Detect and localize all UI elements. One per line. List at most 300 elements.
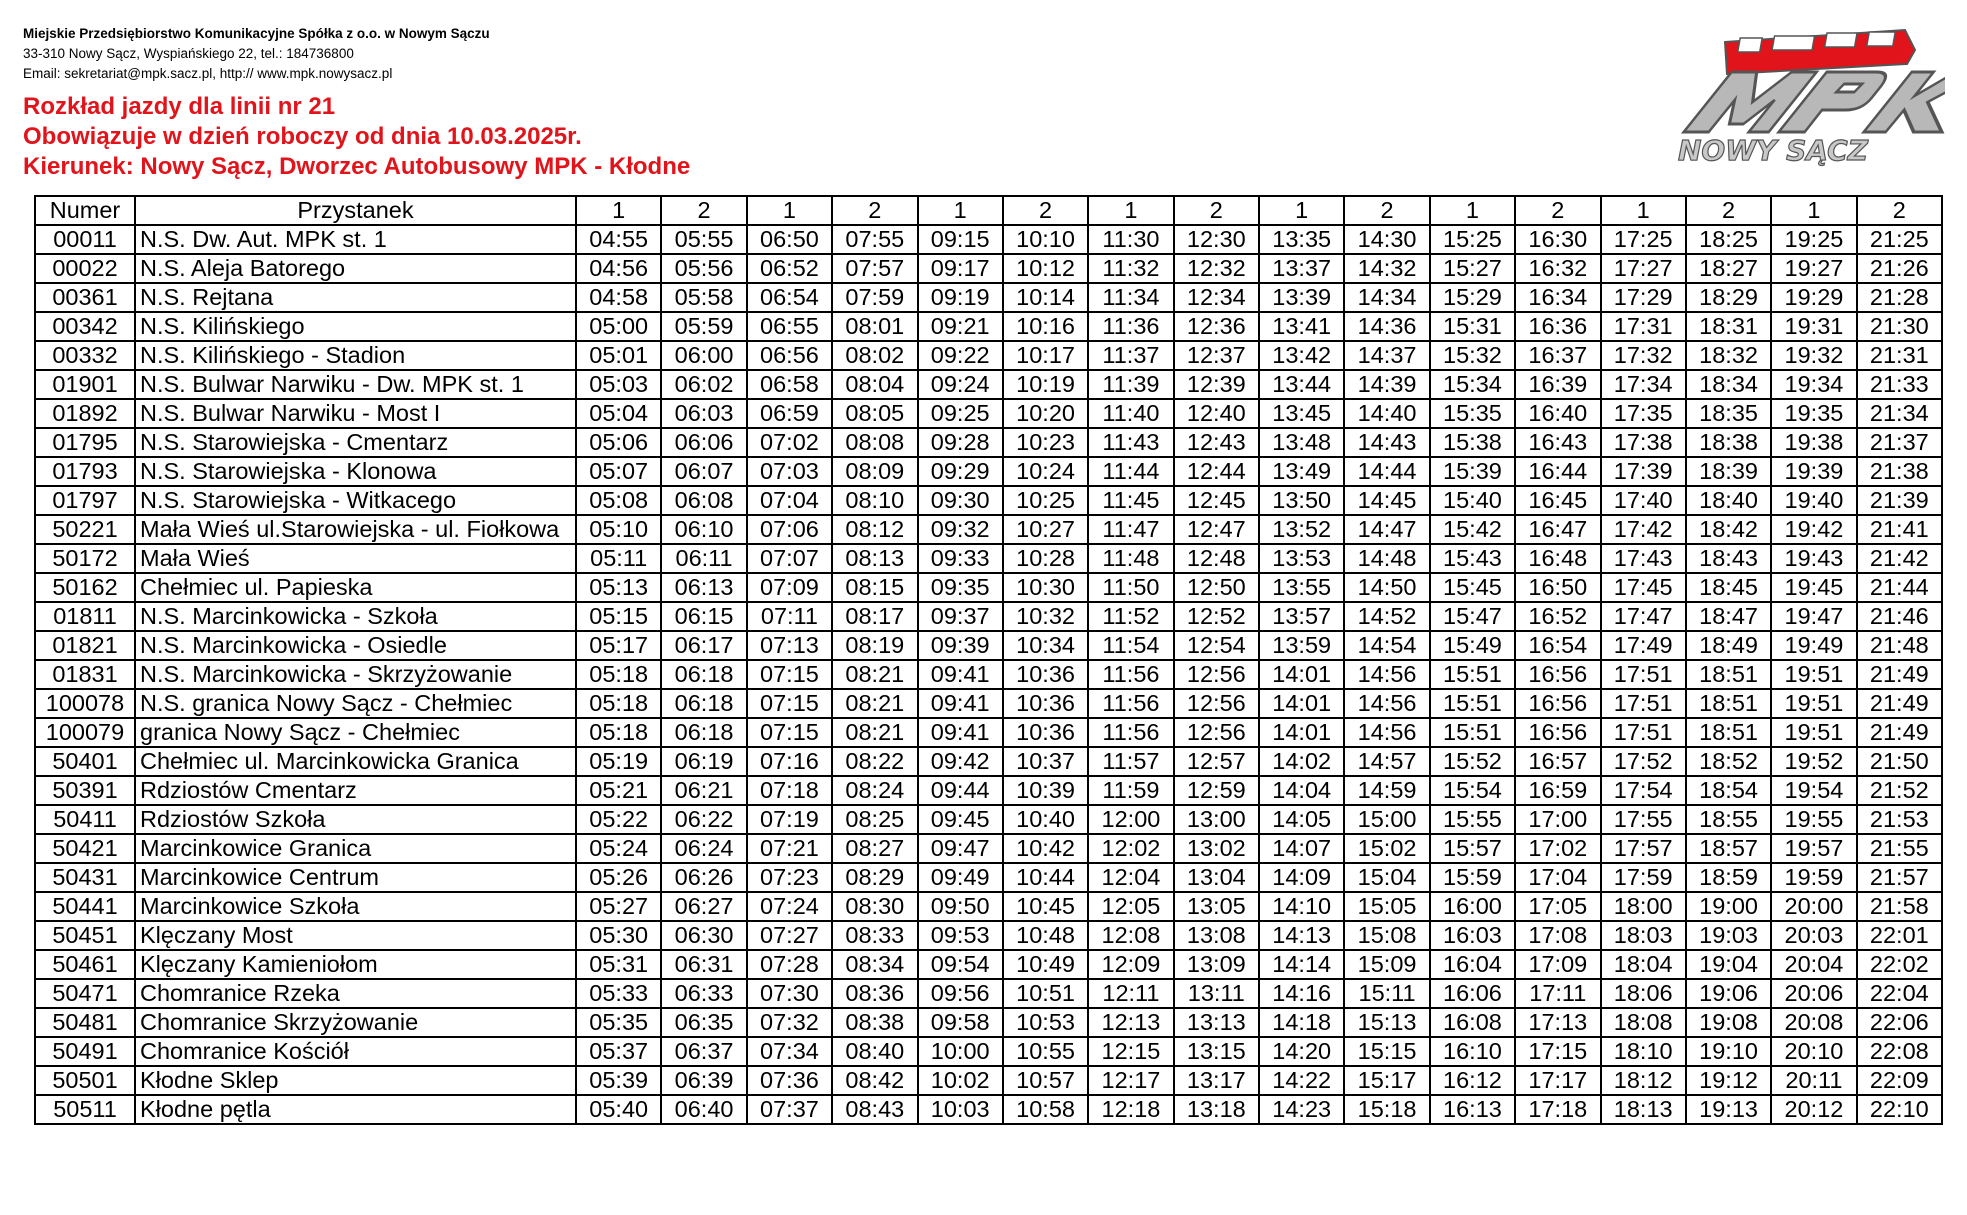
departure-time: 18:42 xyxy=(1686,515,1771,544)
departure-time: 10:51 xyxy=(1003,979,1088,1008)
departure-time: 13:39 xyxy=(1259,283,1344,312)
departure-time: 09:25 xyxy=(918,399,1003,428)
departure-time: 16:44 xyxy=(1515,457,1600,486)
departure-time: 16:59 xyxy=(1515,776,1600,805)
departure-time: 18:31 xyxy=(1686,312,1771,341)
departure-time: 06:10 xyxy=(661,515,746,544)
stop-number: 50461 xyxy=(35,950,135,979)
departure-time: 08:30 xyxy=(832,892,917,921)
departure-time: 21:49 xyxy=(1857,718,1942,747)
stop-number: 01831 xyxy=(35,660,135,689)
departure-time: 08:25 xyxy=(832,805,917,834)
table-row xyxy=(35,283,1942,312)
departure-time: 14:09 xyxy=(1259,863,1344,892)
departure-time: 18:39 xyxy=(1686,457,1771,486)
departure-time: 12:34 xyxy=(1174,283,1259,312)
departure-time: 16:13 xyxy=(1430,1095,1515,1124)
departure-time: 06:22 xyxy=(661,805,746,834)
departure-time: 16:43 xyxy=(1515,428,1600,457)
stop-name: N.S. Starowiejska - Cmentarz xyxy=(135,428,576,457)
departure-time: 08:24 xyxy=(832,776,917,805)
departure-time: 10:44 xyxy=(1003,863,1088,892)
departure-time: 06:13 xyxy=(661,573,746,602)
departure-time: 13:09 xyxy=(1174,950,1259,979)
departure-time: 06:18 xyxy=(661,689,746,718)
departure-time: 11:45 xyxy=(1088,486,1173,515)
departure-time: 19:04 xyxy=(1686,950,1771,979)
stop-name: Mała Wieś ul.Starowiejska - ul. Fiołkowa xyxy=(135,515,576,544)
departure-time: 06:17 xyxy=(661,631,746,660)
departure-time: 18:34 xyxy=(1686,370,1771,399)
stop-number: 00332 xyxy=(35,341,135,370)
departure-time: 13:42 xyxy=(1259,341,1344,370)
departure-time: 06:07 xyxy=(661,457,746,486)
departure-time: 07:37 xyxy=(747,1095,832,1124)
departure-time: 15:51 xyxy=(1430,718,1515,747)
departure-time: 07:13 xyxy=(747,631,832,660)
departure-time: 10:10 xyxy=(1003,225,1088,254)
departure-time: 12:48 xyxy=(1174,544,1259,573)
departure-time: 21:58 xyxy=(1857,892,1942,921)
departure-time: 22:08 xyxy=(1857,1037,1942,1066)
departure-time: 11:56 xyxy=(1088,660,1173,689)
departure-time: 09:54 xyxy=(918,950,1003,979)
departure-time: 11:37 xyxy=(1088,341,1173,370)
departure-time: 11:59 xyxy=(1088,776,1173,805)
departure-time: 17:11 xyxy=(1515,979,1600,1008)
departure-time: 17:04 xyxy=(1515,863,1600,892)
departure-time: 10:36 xyxy=(1003,689,1088,718)
departure-time: 10:28 xyxy=(1003,544,1088,573)
table-row xyxy=(35,631,1942,660)
departure-time: 17:09 xyxy=(1515,950,1600,979)
departure-time: 12:43 xyxy=(1174,428,1259,457)
stop-number: 50441 xyxy=(35,892,135,921)
departure-time: 14:30 xyxy=(1344,225,1429,254)
departure-time: 12:37 xyxy=(1174,341,1259,370)
departure-time: 18:43 xyxy=(1686,544,1771,573)
stop-name: Chełmiec ul. Marcinkowicka Granica xyxy=(135,747,576,776)
departure-time: 12:04 xyxy=(1088,863,1173,892)
departure-time: 16:52 xyxy=(1515,602,1600,631)
departure-time: 15:17 xyxy=(1344,1066,1429,1095)
departure-time: 19:43 xyxy=(1771,544,1856,573)
departure-time: 10:19 xyxy=(1003,370,1088,399)
departure-time: 19:59 xyxy=(1771,863,1856,892)
timetable-header-row xyxy=(35,196,1942,225)
departure-time: 21:57 xyxy=(1857,863,1942,892)
departure-time: 19:54 xyxy=(1771,776,1856,805)
departure-time: 17:32 xyxy=(1601,341,1686,370)
departure-time: 17:55 xyxy=(1601,805,1686,834)
stop-number: 01811 xyxy=(35,602,135,631)
table-row xyxy=(35,544,1942,573)
departure-time: 17:34 xyxy=(1601,370,1686,399)
departure-time: 07:16 xyxy=(747,747,832,776)
departure-time: 12:17 xyxy=(1088,1066,1173,1095)
departure-time: 18:13 xyxy=(1601,1095,1686,1124)
stop-name: Kłodne pętla xyxy=(135,1095,576,1124)
departure-time: 06:31 xyxy=(661,950,746,979)
departure-time: 06:50 xyxy=(747,225,832,254)
departure-time: 16:04 xyxy=(1430,950,1515,979)
departure-time: 14:02 xyxy=(1259,747,1344,776)
departure-time: 19:08 xyxy=(1686,1008,1771,1037)
departure-time: 05:27 xyxy=(576,892,661,921)
departure-time: 17:45 xyxy=(1601,573,1686,602)
stop-number: 00022 xyxy=(35,254,135,283)
departure-time: 11:44 xyxy=(1088,457,1173,486)
departure-time: 08:38 xyxy=(832,1008,917,1037)
departure-time: 09:56 xyxy=(918,979,1003,1008)
departure-time: 18:32 xyxy=(1686,341,1771,370)
departure-time: 05:58 xyxy=(661,283,746,312)
departure-time: 18:04 xyxy=(1601,950,1686,979)
stop-name: Marcinkowice Granica xyxy=(135,834,576,863)
departure-time: 14:52 xyxy=(1344,602,1429,631)
departure-time: 16:56 xyxy=(1515,660,1600,689)
departure-time: 15:31 xyxy=(1430,312,1515,341)
departure-time: 08:43 xyxy=(832,1095,917,1124)
departure-time: 15:55 xyxy=(1430,805,1515,834)
table-row xyxy=(35,225,1942,254)
departure-time: 10:27 xyxy=(1003,515,1088,544)
departure-time: 09:29 xyxy=(918,457,1003,486)
departure-time: 19:12 xyxy=(1686,1066,1771,1095)
departure-time: 06:52 xyxy=(747,254,832,283)
departure-time: 06:11 xyxy=(661,544,746,573)
departure-time: 11:57 xyxy=(1088,747,1173,776)
departure-time: 19:40 xyxy=(1771,486,1856,515)
table-row xyxy=(35,515,1942,544)
departure-time: 05:19 xyxy=(576,747,661,776)
departure-time: 11:40 xyxy=(1088,399,1173,428)
departure-time: 06:18 xyxy=(661,718,746,747)
departure-time: 10:17 xyxy=(1003,341,1088,370)
stop-name: N.S. Starowiejska - Witkacego xyxy=(135,486,576,515)
departure-time: 14:16 xyxy=(1259,979,1344,1008)
departure-time: 10:16 xyxy=(1003,312,1088,341)
departure-time: 11:30 xyxy=(1088,225,1173,254)
stop-name: Chomranice Skrzyżowanie xyxy=(135,1008,576,1037)
departure-time: 07:30 xyxy=(747,979,832,1008)
departure-time: 10:25 xyxy=(1003,486,1088,515)
departure-time: 12:05 xyxy=(1088,892,1173,921)
departure-time: 15:32 xyxy=(1430,341,1515,370)
departure-time: 19:32 xyxy=(1771,341,1856,370)
stop-name: N.S. Marcinkowicka - Szkoła xyxy=(135,602,576,631)
departure-time: 16:03 xyxy=(1430,921,1515,950)
departure-time: 07:27 xyxy=(747,921,832,950)
departure-time: 12:18 xyxy=(1088,1095,1173,1124)
departure-time: 16:39 xyxy=(1515,370,1600,399)
departure-time: 19:45 xyxy=(1771,573,1856,602)
departure-time: 09:41 xyxy=(918,718,1003,747)
departure-time: 15:51 xyxy=(1430,689,1515,718)
company-address: 33-310 Nowy Sącz, Wyspiańskiego 22, tel.: 184736800 xyxy=(23,46,354,61)
departure-time: 21:48 xyxy=(1857,631,1942,660)
stop-name: N.S. granica Nowy Sącz - Chełmiec xyxy=(135,689,576,718)
departure-time: 21:38 xyxy=(1857,457,1942,486)
departure-time: 06:18 xyxy=(661,660,746,689)
departure-time: 15:34 xyxy=(1430,370,1515,399)
departure-time: 20:10 xyxy=(1771,1037,1856,1066)
departure-time: 06:30 xyxy=(661,921,746,950)
departure-time: 15:49 xyxy=(1430,631,1515,660)
departure-time: 18:54 xyxy=(1686,776,1771,805)
table-row xyxy=(35,689,1942,718)
departure-time: 14:54 xyxy=(1344,631,1429,660)
departure-time: 21:50 xyxy=(1857,747,1942,776)
departure-time: 10:39 xyxy=(1003,776,1088,805)
departure-time: 19:31 xyxy=(1771,312,1856,341)
timetable-title xyxy=(23,92,690,182)
departure-time: 17:52 xyxy=(1601,747,1686,776)
departure-time: 05:18 xyxy=(576,718,661,747)
departure-time: 05:13 xyxy=(576,573,661,602)
departure-time: 05:39 xyxy=(576,1066,661,1095)
departure-time: 18:52 xyxy=(1686,747,1771,776)
departure-time: 08:27 xyxy=(832,834,917,863)
departure-time: 14:07 xyxy=(1259,834,1344,863)
bus-icon xyxy=(1725,30,1915,74)
departure-time: 06:59 xyxy=(747,399,832,428)
departure-time: 04:55 xyxy=(576,225,661,254)
stop-number: 50162 xyxy=(35,573,135,602)
departure-time: 12:13 xyxy=(1088,1008,1173,1037)
departure-time: 09:39 xyxy=(918,631,1003,660)
departure-time: 10:37 xyxy=(1003,747,1088,776)
stop-name: Rdziostów Cmentarz xyxy=(135,776,576,805)
stop-number: 50511 xyxy=(35,1095,135,1124)
departure-time: 09:41 xyxy=(918,660,1003,689)
stop-number: 50481 xyxy=(35,1008,135,1037)
departure-time: 12:08 xyxy=(1088,921,1173,950)
departure-time: 05:08 xyxy=(576,486,661,515)
departure-time: 18:57 xyxy=(1686,834,1771,863)
departure-time: 09:53 xyxy=(918,921,1003,950)
departure-time: 13:11 xyxy=(1174,979,1259,1008)
departure-time: 18:00 xyxy=(1601,892,1686,921)
departure-time: 07:03 xyxy=(747,457,832,486)
departure-time: 12:54 xyxy=(1174,631,1259,660)
departure-time: 08:08 xyxy=(832,428,917,457)
stop-name: N.S. Kilińskiego xyxy=(135,312,576,341)
departure-time: 06:00 xyxy=(661,341,746,370)
departure-time: 15:09 xyxy=(1344,950,1429,979)
mpk-logo xyxy=(1615,22,1945,172)
stop-number: 01821 xyxy=(35,631,135,660)
departure-time: 19:03 xyxy=(1686,921,1771,950)
column-header-course: 1 xyxy=(747,196,832,225)
departure-time: 20:04 xyxy=(1771,950,1856,979)
departure-time: 18:45 xyxy=(1686,573,1771,602)
departure-time: 15:42 xyxy=(1430,515,1515,544)
departure-time: 17:17 xyxy=(1515,1066,1600,1095)
stop-number: 50411 xyxy=(35,805,135,834)
departure-time: 14:10 xyxy=(1259,892,1344,921)
departure-time: 12:30 xyxy=(1174,225,1259,254)
table-row xyxy=(35,457,1942,486)
table-row xyxy=(35,341,1942,370)
departure-time: 08:02 xyxy=(832,341,917,370)
stop-number: 50471 xyxy=(35,979,135,1008)
stop-name: N.S. Rejtana xyxy=(135,283,576,312)
departure-time: 11:34 xyxy=(1088,283,1173,312)
departure-time: 20:00 xyxy=(1771,892,1856,921)
departure-time: 20:03 xyxy=(1771,921,1856,950)
departure-time: 14:32 xyxy=(1344,254,1429,283)
departure-time: 09:15 xyxy=(918,225,1003,254)
departure-time: 12:11 xyxy=(1088,979,1173,1008)
company-name: Miejskie Przedsiębiorstwo Komunikacyjne Spółka z o.o. w Nowym Sączu xyxy=(23,26,490,41)
departure-time: 17:35 xyxy=(1601,399,1686,428)
departure-time: 16:45 xyxy=(1515,486,1600,515)
table-row xyxy=(35,892,1942,921)
departure-time: 16:48 xyxy=(1515,544,1600,573)
departure-time: 21:39 xyxy=(1857,486,1942,515)
timetable xyxy=(34,195,1943,1125)
column-header-course: 2 xyxy=(832,196,917,225)
departure-time: 11:50 xyxy=(1088,573,1173,602)
departure-time: 18:40 xyxy=(1686,486,1771,515)
departure-time: 16:50 xyxy=(1515,573,1600,602)
mpk-letters xyxy=(1684,72,1945,132)
departure-time: 06:33 xyxy=(661,979,746,1008)
departure-time: 16:57 xyxy=(1515,747,1600,776)
departure-time: 11:47 xyxy=(1088,515,1173,544)
departure-time: 10:58 xyxy=(1003,1095,1088,1124)
departure-time: 15:54 xyxy=(1430,776,1515,805)
departure-time: 19:49 xyxy=(1771,631,1856,660)
departure-time: 07:57 xyxy=(832,254,917,283)
departure-time: 10:02 xyxy=(918,1066,1003,1095)
departure-time: 09:28 xyxy=(918,428,1003,457)
departure-time: 09:30 xyxy=(918,486,1003,515)
departure-time: 12:59 xyxy=(1174,776,1259,805)
departure-time: 12:02 xyxy=(1088,834,1173,863)
departure-time: 15:02 xyxy=(1344,834,1429,863)
departure-time: 06:27 xyxy=(661,892,746,921)
departure-time: 09:42 xyxy=(918,747,1003,776)
table-row xyxy=(35,1066,1942,1095)
departure-time: 10:42 xyxy=(1003,834,1088,863)
departure-time: 19:47 xyxy=(1771,602,1856,631)
departure-time: 14:14 xyxy=(1259,950,1344,979)
departure-time: 14:44 xyxy=(1344,457,1429,486)
departure-time: 15:27 xyxy=(1430,254,1515,283)
departure-time: 18:38 xyxy=(1686,428,1771,457)
departure-time: 09:33 xyxy=(918,544,1003,573)
departure-time: 16:56 xyxy=(1515,689,1600,718)
column-header-course: 1 xyxy=(1601,196,1686,225)
departure-time: 13:52 xyxy=(1259,515,1344,544)
stop-name: Marcinkowice Centrum xyxy=(135,863,576,892)
table-row xyxy=(35,747,1942,776)
departure-time: 10:00 xyxy=(918,1037,1003,1066)
departure-time: 13:35 xyxy=(1259,225,1344,254)
stop-name: Kłodne Sklep xyxy=(135,1066,576,1095)
table-row xyxy=(35,370,1942,399)
stop-name: N.S. Bulwar Narwiku - Most I xyxy=(135,399,576,428)
table-row xyxy=(35,834,1942,863)
departure-time: 09:58 xyxy=(918,1008,1003,1037)
table-row xyxy=(35,921,1942,950)
departure-time: 06:54 xyxy=(747,283,832,312)
stop-name: N.S. Starowiejska - Klonowa xyxy=(135,457,576,486)
departure-time: 18:27 xyxy=(1686,254,1771,283)
departure-time: 19:06 xyxy=(1686,979,1771,1008)
departure-time: 10:34 xyxy=(1003,631,1088,660)
column-header-course: 1 xyxy=(1771,196,1856,225)
departure-time: 09:19 xyxy=(918,283,1003,312)
departure-time: 14:22 xyxy=(1259,1066,1344,1095)
departure-time: 18:49 xyxy=(1686,631,1771,660)
departure-time: 17:08 xyxy=(1515,921,1600,950)
departure-time: 12:32 xyxy=(1174,254,1259,283)
departure-time: 14:05 xyxy=(1259,805,1344,834)
departure-time: 18:47 xyxy=(1686,602,1771,631)
departure-time: 17:51 xyxy=(1601,660,1686,689)
departure-time: 19:27 xyxy=(1771,254,1856,283)
departure-time: 14:56 xyxy=(1344,660,1429,689)
departure-time: 08:13 xyxy=(832,544,917,573)
departure-time: 15:08 xyxy=(1344,921,1429,950)
departure-time: 07:09 xyxy=(747,573,832,602)
departure-time: 13:08 xyxy=(1174,921,1259,950)
departure-time: 05:04 xyxy=(576,399,661,428)
departure-time: 21:44 xyxy=(1857,573,1942,602)
departure-time: 07:15 xyxy=(747,718,832,747)
departure-time: 08:19 xyxy=(832,631,917,660)
departure-time: 21:49 xyxy=(1857,689,1942,718)
departure-time: 12:57 xyxy=(1174,747,1259,776)
table-row xyxy=(35,254,1942,283)
departure-time: 10:45 xyxy=(1003,892,1088,921)
departure-time: 21:34 xyxy=(1857,399,1942,428)
stop-number: 50401 xyxy=(35,747,135,776)
departure-time: 08:09 xyxy=(832,457,917,486)
departure-time: 16:47 xyxy=(1515,515,1600,544)
departure-time: 19:55 xyxy=(1771,805,1856,834)
departure-time: 13:53 xyxy=(1259,544,1344,573)
stop-name: N.S. Kilińskiego - Stadion xyxy=(135,341,576,370)
departure-time: 18:55 xyxy=(1686,805,1771,834)
departure-time: 21:41 xyxy=(1857,515,1942,544)
departure-time: 21:28 xyxy=(1857,283,1942,312)
departure-time: 08:36 xyxy=(832,979,917,1008)
departure-time: 17:31 xyxy=(1601,312,1686,341)
departure-time: 18:03 xyxy=(1601,921,1686,950)
departure-time: 10:20 xyxy=(1003,399,1088,428)
departure-time: 06:40 xyxy=(661,1095,746,1124)
stop-number: 01797 xyxy=(35,486,135,515)
departure-time: 15:13 xyxy=(1344,1008,1429,1037)
departure-time: 09:41 xyxy=(918,689,1003,718)
departure-time: 08:33 xyxy=(832,921,917,950)
departure-time: 20:08 xyxy=(1771,1008,1856,1037)
departure-time: 10:57 xyxy=(1003,1066,1088,1095)
departure-time: 12:09 xyxy=(1088,950,1173,979)
departure-time: 14:20 xyxy=(1259,1037,1344,1066)
table-row xyxy=(35,805,1942,834)
departure-time: 07:18 xyxy=(747,776,832,805)
departure-time: 10:53 xyxy=(1003,1008,1088,1037)
departure-time: 08:40 xyxy=(832,1037,917,1066)
departure-time: 17:51 xyxy=(1601,718,1686,747)
departure-time: 21:55 xyxy=(1857,834,1942,863)
departure-time: 13:05 xyxy=(1174,892,1259,921)
